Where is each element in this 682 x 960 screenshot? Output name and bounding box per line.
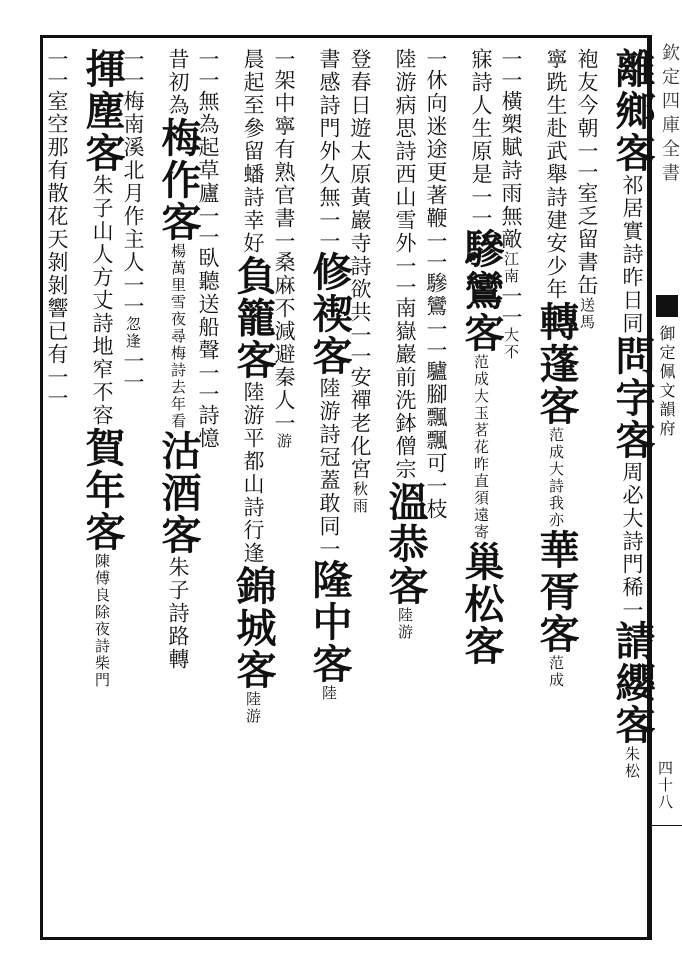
quotation-text: 書感詩門外久無: [317, 48, 341, 209]
repeat-mark: 一一: [499, 48, 523, 90]
source-note: 送馬: [578, 297, 596, 331]
source-note: 江南: [502, 251, 520, 285]
repeat-mark: 一一: [196, 362, 220, 404]
entry-heading: 沽酒客: [155, 430, 202, 556]
quotation-text: 室乏留書缶: [575, 182, 599, 297]
entry-heading: 負籠客: [230, 255, 277, 381]
quotation-text: 詩憶: [196, 404, 220, 450]
entry-heading: 請纓客: [609, 620, 656, 746]
source-note: 范成大玉茗花昨直須遠寄: [472, 354, 490, 541]
text-column: [231, 48, 275, 928]
repeat-mark: 一: [272, 230, 296, 251]
entry-heading: 修禊客: [306, 251, 353, 377]
quotation-text: 寐詩人生原是: [469, 48, 493, 186]
quotation-text: 架中寧有熟官書: [272, 69, 296, 230]
source-note: 忽逢: [124, 316, 142, 350]
quotation-text: 昔初為: [166, 48, 190, 117]
entry-heading: 溫恭客: [382, 481, 429, 607]
margin-title: 欽定四庫全書: [659, 43, 680, 187]
source-note: 陸游: [244, 691, 262, 725]
source-note: 游: [275, 433, 293, 450]
text-column: [42, 48, 72, 928]
repeat-mark: 一一: [196, 48, 220, 90]
quotation-text: 休向迷途更著鞭: [424, 69, 448, 230]
entry-heading: 揮塵客: [79, 48, 126, 174]
quotation-text: 祁居實詩昨日同: [620, 174, 644, 335]
repeat-mark: 一一: [317, 209, 341, 251]
margin-section: 御定佩文韻府: [657, 325, 676, 439]
quotation-text: 朱子詩路轉: [166, 556, 190, 671]
quotation-text: 無為起草廬: [196, 90, 220, 205]
repeat-mark: 一: [620, 599, 644, 620]
repeat-mark: 一一: [45, 48, 69, 90]
entry-heading: 梅作客: [155, 117, 202, 243]
quotation-text: 晨起至參留蟠詩幸好: [241, 48, 265, 255]
text-column: [459, 48, 503, 928]
repeat-mark: 一一: [575, 140, 599, 182]
repeat-mark: 一一: [424, 230, 448, 272]
quotation-text: 袍友今朝: [575, 48, 599, 140]
quotation-text: 剝剝響已有: [45, 251, 69, 366]
quotation-text: 驢腳飄飄可一枝: [424, 360, 448, 521]
repeat-mark: 一一: [469, 186, 493, 228]
quotation-text: 陸游病思詩西山雪外: [393, 48, 417, 255]
repeat-mark: 一: [317, 538, 341, 559]
text-column: [610, 48, 654, 928]
quotation-text: 桑麻不減避秦人: [272, 251, 296, 412]
text-column: [156, 48, 200, 928]
quotation-text: 登春日遊太原黃巖寺詩欲共: [348, 48, 372, 324]
source-note: 范成大詩我亦: [547, 427, 565, 529]
source-note: 秋雨: [351, 481, 369, 515]
repeat-mark: 一一: [499, 285, 523, 327]
quotation-text: 臥聽送船聲: [196, 247, 220, 362]
source-note: 朱松: [623, 746, 641, 780]
repeat-mark: 一一: [424, 318, 448, 360]
quotation-text: 橫槊賦詩雨無敵: [499, 90, 523, 251]
text-column: [307, 48, 351, 928]
source-note: 大不: [502, 327, 520, 361]
entry-heading: 賀年客: [79, 427, 126, 553]
entry-heading: 驂鸞客: [458, 228, 505, 354]
repeat-mark: 一一: [121, 48, 145, 90]
quotation-text: 周必大詩門稀: [620, 461, 644, 599]
entry-heading: 巢松客: [458, 541, 505, 667]
entry-heading: 離鄉客: [609, 48, 656, 174]
source-note: 陸游: [396, 607, 414, 641]
quotation-text: 梅南溪北月作主人: [121, 90, 145, 274]
repeat-mark: 一一: [348, 324, 372, 366]
page-number: 四十八: [656, 760, 674, 811]
quotation-text: 陸游詩冠蓋敢同: [317, 377, 341, 538]
text-column: [534, 48, 578, 928]
repeat-mark: 一一: [45, 366, 69, 408]
entry-heading: 隆中客: [306, 559, 353, 685]
text-column: [383, 48, 427, 928]
source-note: 陳傅良除夜詩柴門: [93, 553, 111, 689]
entry-heading: 轉蓬客: [533, 301, 580, 427]
source-note: 陸: [320, 685, 338, 702]
margin-rule: [652, 825, 682, 826]
repeat-mark: 一一: [393, 255, 417, 297]
page-margin: [650, 35, 682, 940]
repeat-mark: 一: [272, 48, 296, 69]
quotation-text: 南嶽巖前洗鉢僧宗: [393, 297, 417, 481]
quotation-text: 安禪老化宮: [348, 366, 372, 481]
quotation-text: 驂鸞: [424, 272, 448, 318]
entry-heading: 華胥客: [533, 529, 580, 655]
quotation-text: 室空那有散花天: [45, 90, 69, 251]
repeat-mark: 一: [424, 48, 448, 69]
source-note: 范成: [547, 655, 565, 689]
entry-heading: 錦城客: [230, 565, 277, 691]
source-note: 楊萬里雪夜尋梅詩去年看: [169, 243, 187, 430]
quotation-text: 朱子山人方丈詩地窄不容: [90, 174, 114, 427]
repeat-mark: 一一: [121, 274, 145, 316]
text-column: [80, 48, 124, 928]
entry-heading: 問字客: [609, 335, 656, 461]
repeat-mark: 一: [272, 412, 296, 433]
repeat-mark: 一一: [121, 350, 145, 392]
quotation-text: 陸游平都山詩行逢: [241, 381, 265, 565]
fishtail-mark: [656, 295, 678, 317]
repeat-mark: 一一: [196, 205, 220, 247]
quotation-text: 寧跣生赴武舉詩建安少年: [544, 48, 568, 301]
